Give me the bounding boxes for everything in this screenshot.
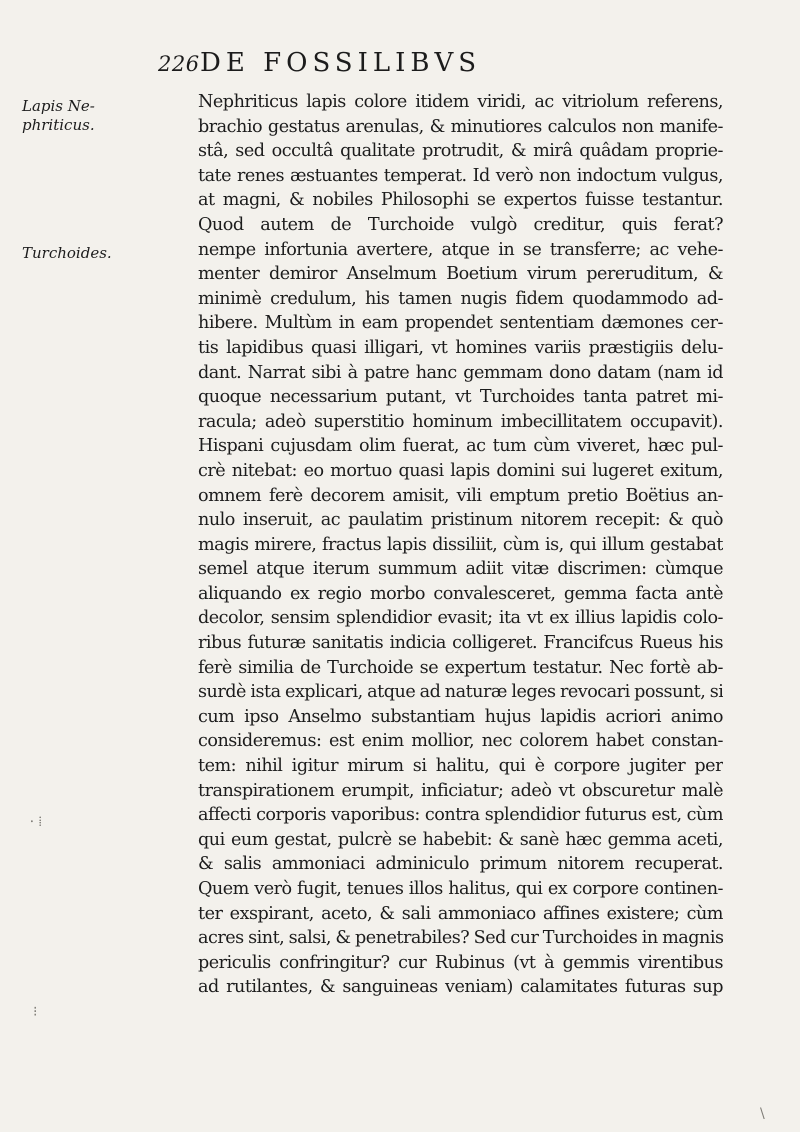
text-line: stâ, sed occultâ qualitate protrudit, & mirâ quâdam proprie- <box>198 141 723 162</box>
bleed-through-mark: ⁝ <box>33 1004 38 1020</box>
text-line: brachio gestatus arenulas, & minutiores calculos non manife- <box>198 116 723 137</box>
text-line: aliquando ex regio morbo convalesceret, gemma facta antè <box>198 583 723 604</box>
text-line: ad rutilantes, & sanguineas veniam) calamitates futuras sup <box>198 977 723 998</box>
text-line: tem: nihil igitur mirum si halitu, qui è corpore jugiter per <box>198 756 723 777</box>
text-line: hibere. Multùm in eam propendet sententiam dæmones cer- <box>198 313 723 334</box>
text-line: tate renes æstuantes temperat. Id verò non indoctum vulgus, <box>198 165 723 186</box>
text-line: menter demiror Anselmum Boetium virum pereruditum, & <box>198 264 723 285</box>
text-line: dant. Narrat sibi à patre hanc gemmam dono datam (nam id <box>198 362 723 383</box>
text-line: tis lapidibus quasi illigari, vt homines variis præstigiis delu- <box>198 337 723 358</box>
text-line: cum ipso Anselmo substantiam hujus lapidis acriori animo <box>198 706 723 727</box>
text-line: affecti corporis vaporibus: contra splendidior futurus est, cùm <box>198 805 723 826</box>
text-line: nulo inseruit, ac paulatim pristinum nitorem recepit: & quò <box>198 510 723 531</box>
text-line: semel atque iterum summum adiit vitæ discrimen: cùmque <box>198 559 723 580</box>
text-line: transpirationem erumpit, inficiatur; adeò vt obscuretur malè <box>198 780 723 801</box>
margin-note-turchoides: Turchoides. <box>22 244 112 262</box>
text-line: Quod autem de Turchoide vulgò creditur, quis ferat? <box>198 214 723 235</box>
running-title: DE FOSSILIBVS <box>200 48 482 78</box>
text-line: quoque necessarium putant, vt Turchoides tanta patret mi- <box>198 387 723 408</box>
body-text <box>198 90 723 1000</box>
text-line: periculis confringitur? cur Rubinus (vt à gemmis virentibus <box>198 952 723 973</box>
text-line: ribus futuræ sanitatis indicia colligeret. Francifcus Rueus his <box>198 633 723 654</box>
text-line: magis mirere, fractus lapis dissiliit, cùm is, qui illum gestabat <box>198 534 723 555</box>
text-line: & salis ammoniaci adminiculo primum nitorem recuperat. <box>198 854 723 875</box>
bleed-through-mark: \ <box>760 1106 765 1122</box>
text-line: crè nitebat: eo mortuo quasi lapis domini sui lugeret exitum, <box>198 460 723 481</box>
text-line: ter exspirant, aceto, & sali ammoniaco affines existere; cùm <box>198 903 723 924</box>
text-line: omnem ferè decorem amisit, vili emptum pretio Boëtius an- <box>198 485 723 506</box>
text-line: minimè credulum, his tamen nugis fidem quodammodo ad- <box>198 288 723 309</box>
text-line: nempe infortunia avertere, atque in se transferre; ac vehe- <box>198 239 723 260</box>
text-line: Nephriticus lapis colore itidem viridi, ac vitriolum referens, <box>198 92 723 112</box>
text-line: ferè similia de Turchoide se expertum testatur. Nec fortè ab- <box>198 657 723 678</box>
text-line: acres sint, salsi, & penetrabiles? Sed cur Turchoides in magnis <box>198 928 723 949</box>
page-number: 226 <box>158 52 200 76</box>
text-line: qui eum gestat, pulcrè se habebit: & sanè hæc gemma aceti, <box>198 829 723 850</box>
text-line: at magni, & nobiles Philosophi se expertos fuisse testantur. <box>198 190 723 211</box>
text-line: Quem verò fugit, tenues illos halitus, qui ex corpore continen- <box>198 879 723 899</box>
text-line: surdè ista explicari, atque ad naturæ leges revocari possunt, si <box>198 682 723 703</box>
text-line: decolor, sensim splendidior evasit; ita vt ex illius lapidis colo- <box>198 608 723 629</box>
text-line: Hispani cujusdam olim fuerat, ac tum cùm viveret, hæc pul- <box>198 436 723 457</box>
margin-note-lapis-nephriticus: Lapis Ne- phriticus. <box>22 97 95 134</box>
bleed-through-mark: ⸱ ⁞ <box>30 814 43 830</box>
text-line: racula; adeò superstitio hominum imbecillitatem occupavit). <box>198 411 723 432</box>
text-line: consideremus: est enim mollior, nec colorem habet constan- <box>198 731 723 752</box>
page-header <box>158 48 718 82</box>
